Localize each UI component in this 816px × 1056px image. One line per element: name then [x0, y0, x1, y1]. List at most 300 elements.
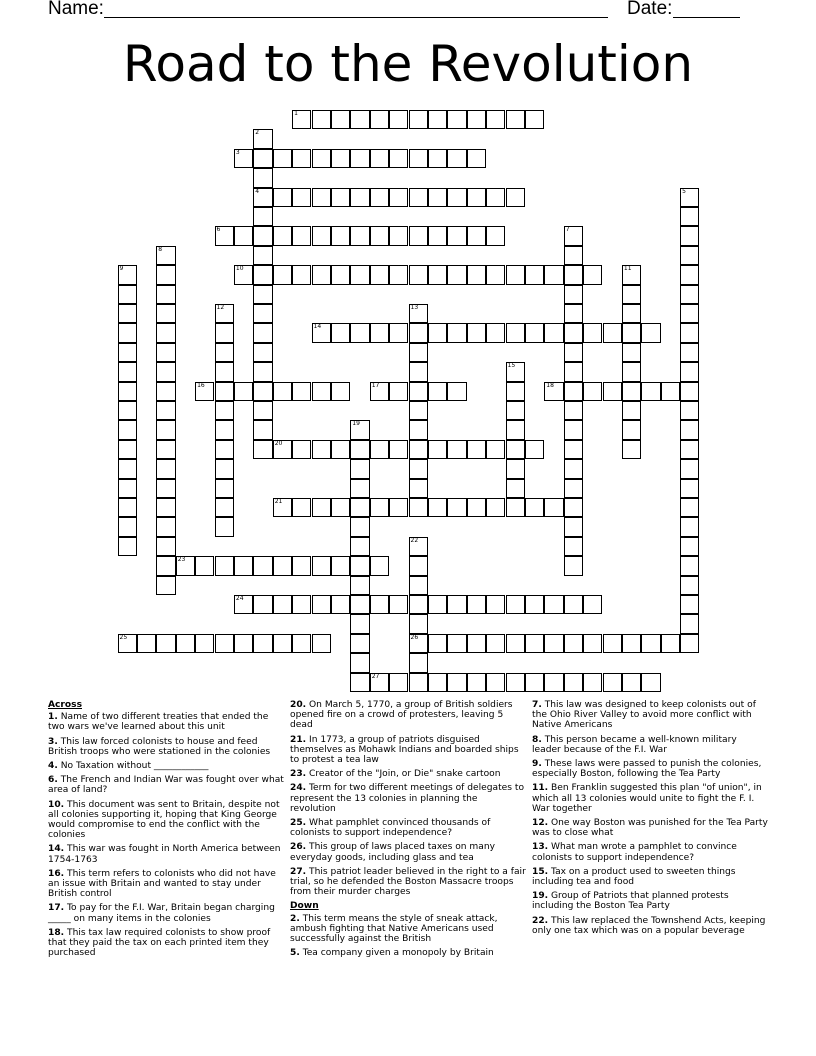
- grid-cell[interactable]: [118, 517, 137, 536]
- grid-cell[interactable]: [544, 265, 563, 284]
- grid-cell[interactable]: [312, 149, 331, 168]
- grid-cell[interactable]: [215, 556, 234, 575]
- grid-cell[interactable]: [622, 343, 641, 362]
- grid-cell[interactable]: [253, 265, 272, 284]
- grid-cell[interactable]: [331, 556, 350, 575]
- grid-cell[interactable]: [564, 634, 583, 653]
- grid-cell[interactable]: [603, 382, 622, 401]
- grid-cell[interactable]: [370, 110, 389, 129]
- grid-cell[interactable]: [273, 556, 292, 575]
- grid-cell[interactable]: [389, 323, 408, 342]
- grid-cell[interactable]: [273, 498, 292, 517]
- grid-cell[interactable]: [195, 382, 214, 401]
- grid-cell[interactable]: [253, 382, 272, 401]
- grid-cell[interactable]: [525, 595, 544, 614]
- grid-cell[interactable]: [506, 634, 525, 653]
- grid-cell[interactable]: [234, 556, 253, 575]
- grid-cell[interactable]: [215, 226, 234, 245]
- grid-cell[interactable]: [467, 188, 486, 207]
- grid-cell[interactable]: [544, 382, 563, 401]
- grid-cell[interactable]: [331, 382, 350, 401]
- grid-cell[interactable]: [583, 673, 602, 692]
- grid-cell[interactable]: [428, 226, 447, 245]
- grid-cell[interactable]: [234, 226, 253, 245]
- grid-cell[interactable]: [428, 595, 447, 614]
- grid-cell[interactable]: [544, 673, 563, 692]
- grid-cell[interactable]: [583, 323, 602, 342]
- grid-cell[interactable]: [467, 265, 486, 284]
- grid-cell[interactable]: [409, 323, 428, 342]
- grid-cell[interactable]: [389, 149, 408, 168]
- grid-cell[interactable]: [370, 556, 389, 575]
- grid-cell[interactable]: [253, 168, 272, 187]
- grid-cell[interactable]: [564, 673, 583, 692]
- grid-cell[interactable]: [350, 498, 369, 517]
- grid-cell[interactable]: [292, 265, 311, 284]
- grid-cell[interactable]: [350, 653, 369, 672]
- grid-cell[interactable]: [680, 634, 699, 653]
- grid-cell[interactable]: [118, 362, 137, 381]
- grid-cell[interactable]: [156, 401, 175, 420]
- grid-cell[interactable]: [564, 498, 583, 517]
- grid-cell[interactable]: [389, 226, 408, 245]
- grid-cell[interactable]: [622, 420, 641, 439]
- grid-cell[interactable]: [273, 226, 292, 245]
- grid-cell[interactable]: [389, 265, 408, 284]
- grid-cell[interactable]: [583, 265, 602, 284]
- grid-cell[interactable]: [253, 323, 272, 342]
- grid-cell[interactable]: [253, 440, 272, 459]
- grid-cell[interactable]: [312, 440, 331, 459]
- grid-cell[interactable]: [292, 498, 311, 517]
- grid-cell[interactable]: [506, 362, 525, 381]
- grid-cell[interactable]: [409, 382, 428, 401]
- grid-cell[interactable]: [215, 401, 234, 420]
- grid-cell[interactable]: [486, 498, 505, 517]
- grid-cell[interactable]: [506, 401, 525, 420]
- grid-cell[interactable]: [409, 614, 428, 633]
- grid-cell[interactable]: [544, 595, 563, 614]
- grid-cell[interactable]: [350, 614, 369, 633]
- grid-cell[interactable]: [661, 382, 680, 401]
- grid-cell[interactable]: [253, 556, 272, 575]
- grid-cell[interactable]: [156, 304, 175, 323]
- grid-cell[interactable]: [389, 595, 408, 614]
- grid-cell[interactable]: [680, 614, 699, 633]
- grid-cell[interactable]: [234, 149, 253, 168]
- grid-cell[interactable]: [389, 188, 408, 207]
- grid-cell[interactable]: [467, 226, 486, 245]
- grid-cell[interactable]: [506, 673, 525, 692]
- grid-cell[interactable]: [564, 265, 583, 284]
- grid-cell[interactable]: [680, 576, 699, 595]
- grid-cell[interactable]: [331, 188, 350, 207]
- grid-cell[interactable]: [156, 440, 175, 459]
- grid-cell[interactable]: [389, 110, 408, 129]
- grid-cell[interactable]: [409, 595, 428, 614]
- grid-cell[interactable]: [389, 382, 408, 401]
- grid-cell[interactable]: [583, 382, 602, 401]
- grid-cell[interactable]: [409, 459, 428, 478]
- grid-cell[interactable]: [467, 110, 486, 129]
- grid-cell[interactable]: [506, 382, 525, 401]
- grid-cell[interactable]: [215, 323, 234, 342]
- grid-cell[interactable]: [156, 517, 175, 536]
- grid-cell[interactable]: [622, 304, 641, 323]
- grid-cell[interactable]: [680, 401, 699, 420]
- grid-cell[interactable]: [525, 265, 544, 284]
- grid-cell[interactable]: [564, 246, 583, 265]
- grid-cell[interactable]: [428, 323, 447, 342]
- grid-cell[interactable]: [137, 634, 156, 653]
- grid-cell[interactable]: [350, 459, 369, 478]
- grid-cell[interactable]: [234, 634, 253, 653]
- grid-cell[interactable]: [273, 595, 292, 614]
- grid-cell[interactable]: [428, 149, 447, 168]
- grid-cell[interactable]: [118, 401, 137, 420]
- grid-cell[interactable]: [564, 382, 583, 401]
- grid-cell[interactable]: [603, 634, 622, 653]
- grid-cell[interactable]: [428, 188, 447, 207]
- grid-cell[interactable]: [312, 556, 331, 575]
- grid-cell[interactable]: [273, 634, 292, 653]
- grid-cell[interactable]: [428, 673, 447, 692]
- grid-cell[interactable]: [486, 226, 505, 245]
- grid-cell[interactable]: [486, 673, 505, 692]
- grid-cell[interactable]: [350, 576, 369, 595]
- grid-cell[interactable]: [292, 595, 311, 614]
- grid-cell[interactable]: [447, 188, 466, 207]
- grid-cell[interactable]: [583, 595, 602, 614]
- grid-cell[interactable]: [680, 226, 699, 245]
- grid-cell[interactable]: [564, 226, 583, 245]
- grid-cell[interactable]: [409, 401, 428, 420]
- grid-cell[interactable]: [195, 556, 214, 575]
- grid-cell[interactable]: [253, 246, 272, 265]
- grid-cell[interactable]: [312, 110, 331, 129]
- grid-cell[interactable]: [447, 382, 466, 401]
- grid-cell[interactable]: [215, 304, 234, 323]
- grid-cell[interactable]: [661, 634, 680, 653]
- grid-cell[interactable]: [215, 459, 234, 478]
- grid-cell[interactable]: [156, 479, 175, 498]
- grid-cell[interactable]: [447, 323, 466, 342]
- grid-cell[interactable]: [370, 323, 389, 342]
- grid-cell[interactable]: [409, 498, 428, 517]
- grid-cell[interactable]: [156, 498, 175, 517]
- grid-cell[interactable]: [680, 556, 699, 575]
- grid-cell[interactable]: [525, 634, 544, 653]
- grid-cell[interactable]: [622, 265, 641, 284]
- grid-cell[interactable]: [622, 362, 641, 381]
- grid-cell[interactable]: [409, 537, 428, 556]
- grid-cell[interactable]: [564, 440, 583, 459]
- grid-cell[interactable]: [215, 479, 234, 498]
- grid-cell[interactable]: [118, 537, 137, 556]
- grid-cell[interactable]: [447, 149, 466, 168]
- grid-cell[interactable]: [680, 440, 699, 459]
- grid-cell[interactable]: [409, 479, 428, 498]
- grid-cell[interactable]: [447, 440, 466, 459]
- grid-cell[interactable]: [622, 285, 641, 304]
- grid-cell[interactable]: [506, 595, 525, 614]
- grid-cell[interactable]: [428, 634, 447, 653]
- grid-cell[interactable]: [389, 673, 408, 692]
- grid-cell[interactable]: [253, 226, 272, 245]
- grid-cell[interactable]: [409, 634, 428, 653]
- grid-cell[interactable]: [312, 382, 331, 401]
- grid-cell[interactable]: [370, 498, 389, 517]
- grid-cell[interactable]: [156, 285, 175, 304]
- grid-cell[interactable]: [215, 420, 234, 439]
- grid-cell[interactable]: [680, 498, 699, 517]
- grid-cell[interactable]: [370, 149, 389, 168]
- grid-cell[interactable]: [118, 382, 137, 401]
- grid-cell[interactable]: [525, 110, 544, 129]
- grid-cell[interactable]: [447, 226, 466, 245]
- grid-cell[interactable]: [409, 653, 428, 672]
- grid-cell[interactable]: [680, 343, 699, 362]
- grid-cell[interactable]: [564, 595, 583, 614]
- grid-cell[interactable]: [525, 673, 544, 692]
- grid-cell[interactable]: [370, 382, 389, 401]
- grid-cell[interactable]: [156, 556, 175, 575]
- grid-cell[interactable]: [331, 440, 350, 459]
- grid-cell[interactable]: [234, 382, 253, 401]
- grid-cell[interactable]: [409, 304, 428, 323]
- grid-cell[interactable]: [564, 556, 583, 575]
- grid-cell[interactable]: [583, 634, 602, 653]
- grid-cell[interactable]: [680, 304, 699, 323]
- grid-cell[interactable]: [253, 129, 272, 148]
- grid-cell[interactable]: [622, 323, 641, 342]
- grid-cell[interactable]: [312, 498, 331, 517]
- grid-cell[interactable]: [680, 459, 699, 478]
- grid-cell[interactable]: [486, 265, 505, 284]
- grid-cell[interactable]: [680, 537, 699, 556]
- grid-cell[interactable]: [486, 110, 505, 129]
- grid-cell[interactable]: [409, 420, 428, 439]
- grid-cell[interactable]: [253, 362, 272, 381]
- grid-cell[interactable]: [156, 634, 175, 653]
- grid-cell[interactable]: [118, 634, 137, 653]
- grid-cell[interactable]: [215, 362, 234, 381]
- grid-cell[interactable]: [273, 382, 292, 401]
- grid-cell[interactable]: [680, 479, 699, 498]
- grid-cell[interactable]: [467, 149, 486, 168]
- grid-cell[interactable]: [486, 440, 505, 459]
- grid-cell[interactable]: [506, 265, 525, 284]
- grid-cell[interactable]: [331, 265, 350, 284]
- grid-cell[interactable]: [350, 537, 369, 556]
- grid-cell[interactable]: [312, 188, 331, 207]
- grid-cell[interactable]: [506, 440, 525, 459]
- grid-cell[interactable]: [253, 420, 272, 439]
- grid-cell[interactable]: [292, 440, 311, 459]
- grid-cell[interactable]: [564, 517, 583, 536]
- grid-cell[interactable]: [156, 382, 175, 401]
- grid-cell[interactable]: [641, 323, 660, 342]
- grid-cell[interactable]: [253, 188, 272, 207]
- grid-cell[interactable]: [176, 634, 195, 653]
- grid-cell[interactable]: [603, 673, 622, 692]
- grid-cell[interactable]: [370, 595, 389, 614]
- grid-cell[interactable]: [622, 634, 641, 653]
- grid-cell[interactable]: [409, 440, 428, 459]
- grid-cell[interactable]: [331, 595, 350, 614]
- grid-cell[interactable]: [156, 420, 175, 439]
- grid-cell[interactable]: [234, 265, 253, 284]
- grid-cell[interactable]: [680, 265, 699, 284]
- grid-cell[interactable]: [447, 634, 466, 653]
- grid-cell[interactable]: [350, 226, 369, 245]
- grid-cell[interactable]: [118, 343, 137, 362]
- grid-cell[interactable]: [409, 343, 428, 362]
- grid-cell[interactable]: [156, 459, 175, 478]
- grid-cell[interactable]: [292, 226, 311, 245]
- grid-cell[interactable]: [447, 673, 466, 692]
- grid-cell[interactable]: [486, 323, 505, 342]
- grid-cell[interactable]: [118, 459, 137, 478]
- grid-cell[interactable]: [641, 673, 660, 692]
- grid-cell[interactable]: [350, 673, 369, 692]
- grid-cell[interactable]: [292, 149, 311, 168]
- grid-cell[interactable]: [118, 440, 137, 459]
- grid-cell[interactable]: [409, 149, 428, 168]
- grid-cell[interactable]: [467, 323, 486, 342]
- grid-cell[interactable]: [118, 265, 137, 284]
- grid-cell[interactable]: [409, 673, 428, 692]
- grid-cell[interactable]: [680, 420, 699, 439]
- grid-cell[interactable]: [292, 634, 311, 653]
- grid-cell[interactable]: [370, 673, 389, 692]
- grid-cell[interactable]: [273, 440, 292, 459]
- grid-cell[interactable]: [622, 401, 641, 420]
- grid-cell[interactable]: [409, 556, 428, 575]
- grid-cell[interactable]: [525, 440, 544, 459]
- grid-cell[interactable]: [409, 576, 428, 595]
- grid-cell[interactable]: [506, 323, 525, 342]
- grid-cell[interactable]: [118, 323, 137, 342]
- grid-cell[interactable]: [370, 265, 389, 284]
- grid-cell[interactable]: [215, 498, 234, 517]
- grid-cell[interactable]: [680, 323, 699, 342]
- grid-cell[interactable]: [506, 459, 525, 478]
- grid-cell[interactable]: [350, 595, 369, 614]
- grid-cell[interactable]: [506, 479, 525, 498]
- grid-cell[interactable]: [525, 498, 544, 517]
- grid-cell[interactable]: [564, 285, 583, 304]
- grid-cell[interactable]: [156, 323, 175, 342]
- grid-cell[interactable]: [409, 188, 428, 207]
- grid-cell[interactable]: [680, 382, 699, 401]
- grid-cell[interactable]: [486, 595, 505, 614]
- grid-cell[interactable]: [215, 440, 234, 459]
- grid-cell[interactable]: [273, 149, 292, 168]
- grid-cell[interactable]: [176, 556, 195, 575]
- grid-cell[interactable]: [350, 517, 369, 536]
- grid-cell[interactable]: [622, 673, 641, 692]
- grid-cell[interactable]: [564, 479, 583, 498]
- grid-cell[interactable]: [409, 265, 428, 284]
- grid-cell[interactable]: [680, 517, 699, 536]
- grid-cell[interactable]: [350, 479, 369, 498]
- grid-cell[interactable]: [544, 498, 563, 517]
- grid-cell[interactable]: [564, 420, 583, 439]
- grid-cell[interactable]: [428, 440, 447, 459]
- grid-cell[interactable]: [428, 382, 447, 401]
- grid-cell[interactable]: [118, 498, 137, 517]
- grid-cell[interactable]: [118, 420, 137, 439]
- grid-cell[interactable]: [467, 440, 486, 459]
- grid-cell[interactable]: [331, 323, 350, 342]
- grid-cell[interactable]: [447, 498, 466, 517]
- grid-cell[interactable]: [641, 634, 660, 653]
- grid-cell[interactable]: [680, 285, 699, 304]
- grid-cell[interactable]: [292, 382, 311, 401]
- grid-cell[interactable]: [312, 595, 331, 614]
- grid-cell[interactable]: [603, 323, 622, 342]
- grid-cell[interactable]: [312, 226, 331, 245]
- grid-cell[interactable]: [234, 595, 253, 614]
- grid-cell[interactable]: [273, 265, 292, 284]
- grid-cell[interactable]: [118, 479, 137, 498]
- grid-cell[interactable]: [409, 110, 428, 129]
- grid-cell[interactable]: [622, 382, 641, 401]
- grid-cell[interactable]: [156, 343, 175, 362]
- grid-cell[interactable]: [215, 382, 234, 401]
- grid-cell[interactable]: [273, 188, 292, 207]
- grid-cell[interactable]: [350, 265, 369, 284]
- grid-cell[interactable]: [331, 498, 350, 517]
- grid-cell[interactable]: [312, 323, 331, 342]
- grid-cell[interactable]: [680, 188, 699, 207]
- grid-cell[interactable]: [253, 149, 272, 168]
- grid-cell[interactable]: [215, 343, 234, 362]
- grid-cell[interactable]: [486, 188, 505, 207]
- grid-cell[interactable]: [350, 420, 369, 439]
- grid-cell[interactable]: [564, 459, 583, 478]
- grid-cell[interactable]: [350, 110, 369, 129]
- grid-cell[interactable]: [680, 595, 699, 614]
- grid-cell[interactable]: [486, 634, 505, 653]
- grid-cell[interactable]: [292, 188, 311, 207]
- grid-cell[interactable]: [312, 265, 331, 284]
- grid-cell[interactable]: [253, 595, 272, 614]
- grid-cell[interactable]: [525, 323, 544, 342]
- grid-cell[interactable]: [447, 265, 466, 284]
- grid-cell[interactable]: [253, 207, 272, 226]
- grid-cell[interactable]: [156, 265, 175, 284]
- grid-cell[interactable]: [215, 517, 234, 536]
- grid-cell[interactable]: [389, 498, 408, 517]
- grid-cell[interactable]: [641, 382, 660, 401]
- grid-cell[interactable]: [564, 537, 583, 556]
- grid-cell[interactable]: [506, 188, 525, 207]
- grid-cell[interactable]: [156, 246, 175, 265]
- grid-cell[interactable]: [292, 556, 311, 575]
- grid-cell[interactable]: [564, 343, 583, 362]
- grid-cell[interactable]: [680, 362, 699, 381]
- grid-cell[interactable]: [409, 226, 428, 245]
- grid-cell[interactable]: [350, 556, 369, 575]
- grid-cell[interactable]: [447, 110, 466, 129]
- grid-cell[interactable]: [118, 304, 137, 323]
- grid-cell[interactable]: [118, 285, 137, 304]
- grid-cell[interactable]: [680, 246, 699, 265]
- grid-cell[interactable]: [544, 634, 563, 653]
- grid-cell[interactable]: [253, 401, 272, 420]
